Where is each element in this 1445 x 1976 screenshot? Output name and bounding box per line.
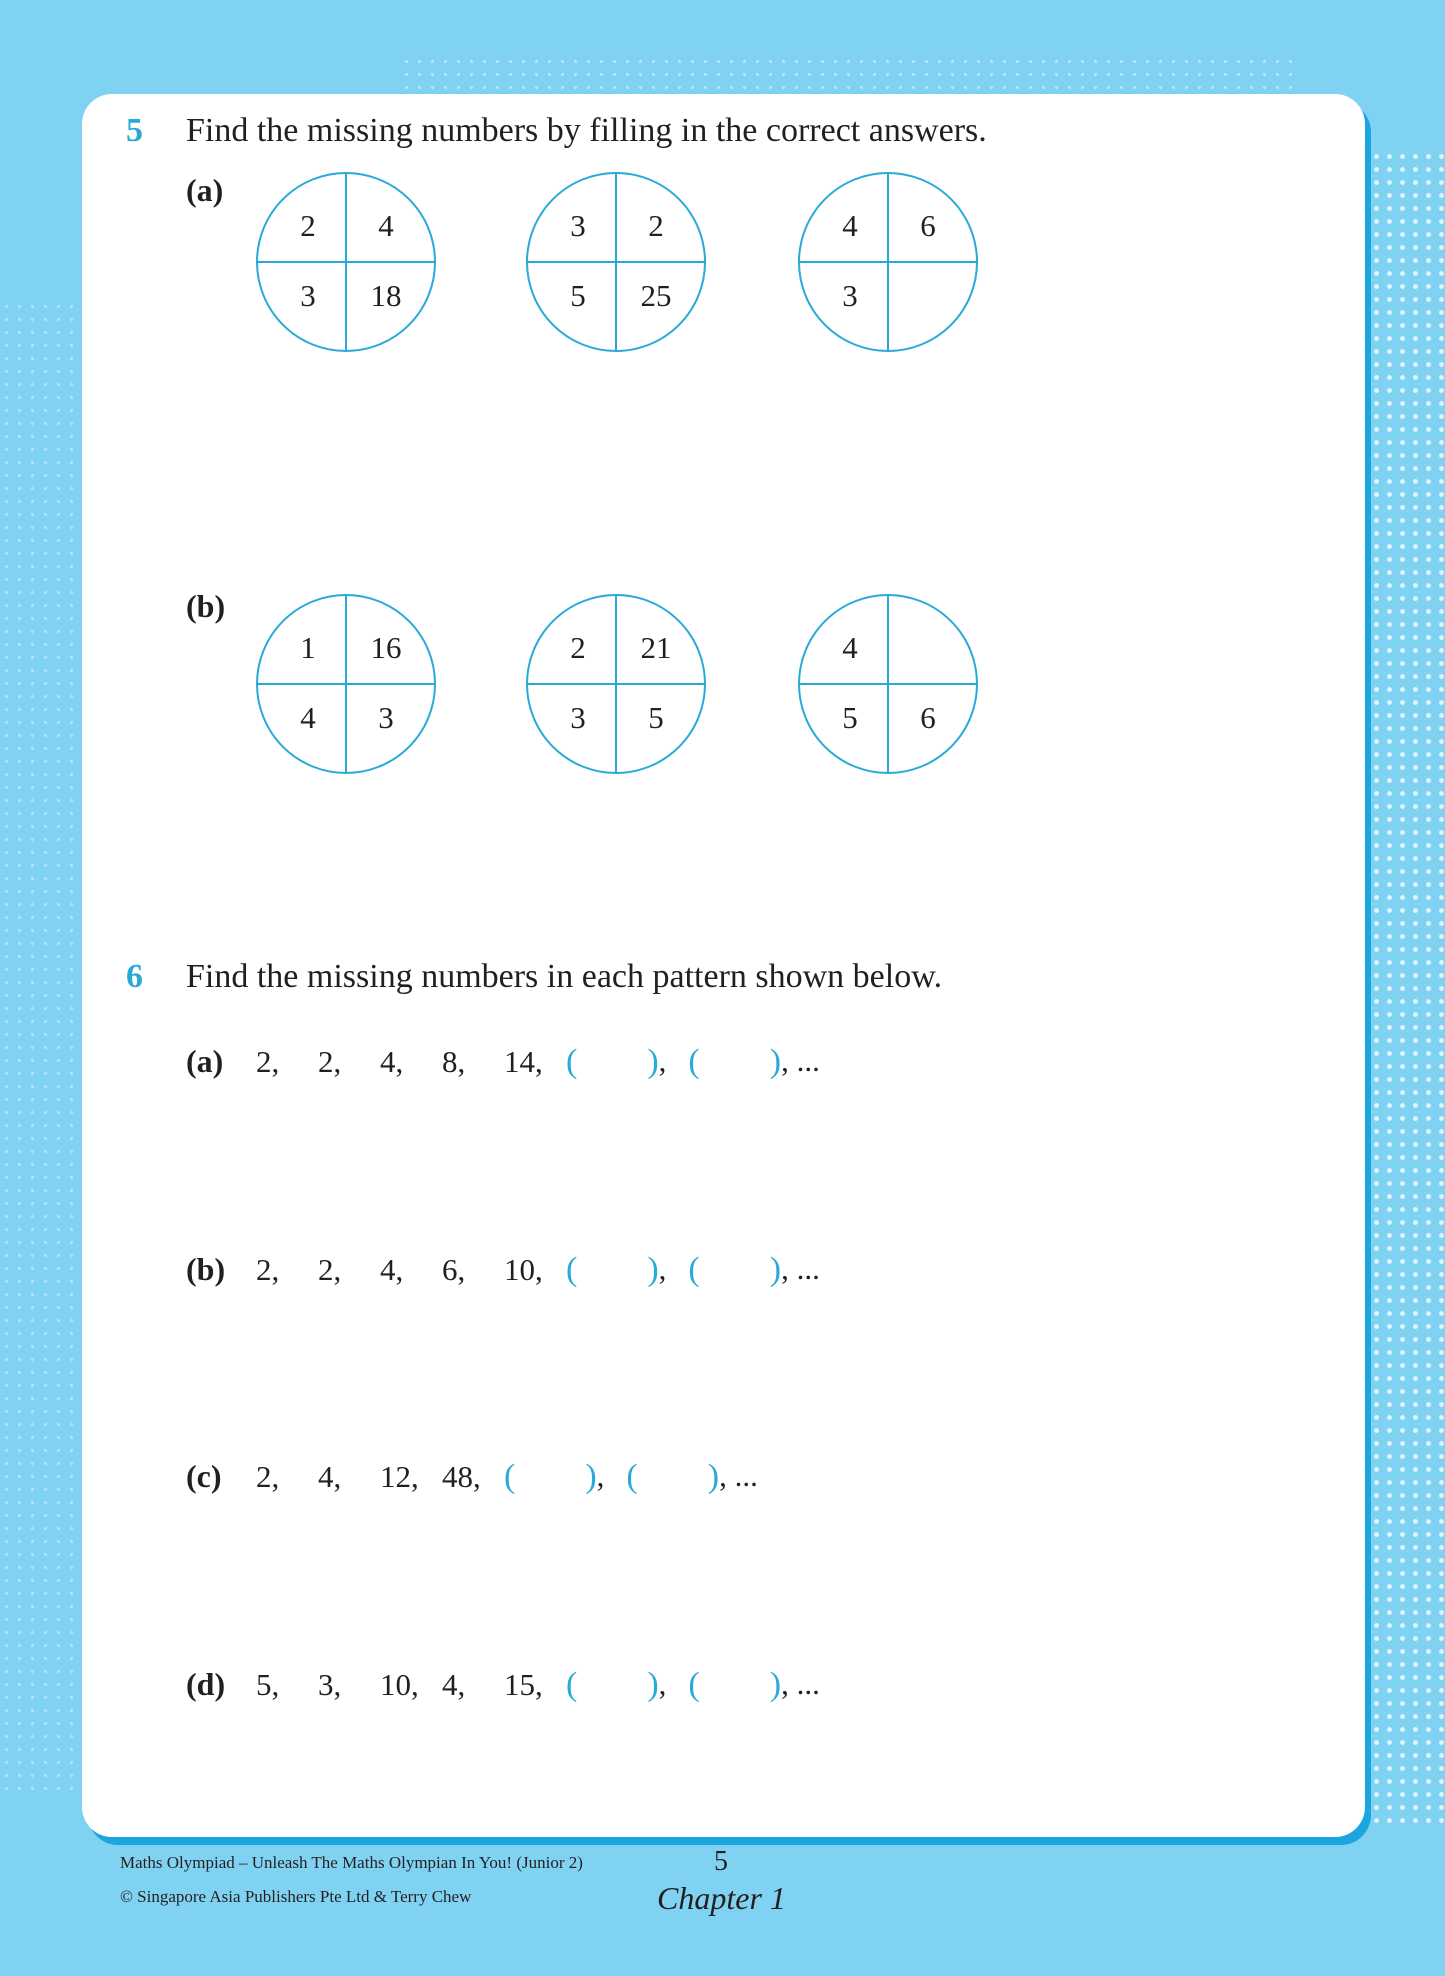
circle-number: 2 <box>300 208 316 243</box>
close-paren: ) <box>769 1666 782 1703</box>
pattern-term: 2, <box>256 1252 280 1287</box>
answer-blank[interactable] <box>504 1458 604 1496</box>
circle-number: 4 <box>842 630 858 665</box>
separator: , <box>658 1043 667 1078</box>
open-paren: ( <box>688 1666 700 1703</box>
circle-number: 5 <box>648 700 664 735</box>
pattern-term: 6, <box>442 1252 466 1287</box>
pattern-term: 4, <box>318 1459 342 1494</box>
pattern-row <box>186 1458 764 1496</box>
circle-number: 1 <box>300 630 316 665</box>
decorative-dots-top <box>400 55 1300 95</box>
circle-number: 16 <box>370 630 402 665</box>
q6-part-label: (c) <box>186 1458 222 1494</box>
close-paren: ) <box>647 1043 659 1080</box>
circle-number: 5 <box>842 700 858 735</box>
question-6-text: Find the missing numbers in each pattern shown below. <box>186 958 943 995</box>
circle-number: 5 <box>570 278 586 313</box>
pattern-term: 2, <box>256 1044 280 1079</box>
number-circle <box>526 594 706 774</box>
circle-number: 21 <box>640 630 672 665</box>
ellipsis: , ... <box>719 1458 758 1493</box>
number-circle <box>256 594 436 774</box>
ellipsis: , ... <box>781 1043 820 1078</box>
open-paren: ( <box>566 1666 578 1703</box>
circle-number: 25 <box>640 278 672 313</box>
open-paren: ( <box>688 1043 700 1080</box>
circle-number: 4 <box>842 208 858 243</box>
footer-book-title: Maths Olympiad – Unleash The Maths Olympian In You! (Junior 2) <box>120 1853 583 1872</box>
answer-space[interactable] <box>700 1043 770 1081</box>
answer-blank[interactable] <box>688 1666 819 1704</box>
circle-number: 3 <box>300 278 316 313</box>
ellipsis: , ... <box>781 1251 820 1286</box>
answer-space[interactable] <box>577 1251 647 1289</box>
answer-space[interactable] <box>577 1666 647 1704</box>
answer-blank[interactable] <box>566 1666 666 1704</box>
pattern-term: 3, <box>318 1667 342 1702</box>
open-paren: ( <box>688 1251 700 1288</box>
pattern-term: 4, <box>442 1667 466 1702</box>
open-paren: ( <box>626 1458 638 1495</box>
page-number: 5 <box>714 1846 728 1877</box>
question-5-number: 5 <box>126 112 143 149</box>
separator: , <box>596 1458 605 1493</box>
ellipsis: , ... <box>781 1666 820 1701</box>
question-6-number: 6 <box>126 958 143 995</box>
pattern-term: 5, <box>256 1667 280 1702</box>
answer-space[interactable] <box>577 1043 647 1081</box>
pattern-row <box>186 1043 826 1081</box>
decorative-dots-left <box>0 300 80 1800</box>
pattern-term: 2, <box>318 1044 342 1079</box>
chapter-label: Chapter 1 <box>657 1880 786 1916</box>
q6-part-label: (d) <box>186 1666 226 1702</box>
circle-number: 6 <box>920 700 936 735</box>
pattern-row <box>186 1251 826 1289</box>
pattern-term: 14, <box>504 1044 543 1079</box>
footer-copyright: © Singapore Asia Publishers Pte Ltd & Terry Chew <box>120 1887 472 1906</box>
circle-number: 3 <box>842 278 858 313</box>
circle-number: 3 <box>570 208 586 243</box>
decorative-dots-right <box>1370 150 1445 1830</box>
pattern-row <box>186 1666 826 1704</box>
answer-space[interactable] <box>515 1458 585 1496</box>
pattern-term: 8, <box>442 1044 466 1079</box>
pattern-term: 4, <box>380 1252 404 1287</box>
number-circle <box>526 172 706 352</box>
circle-number: 18 <box>370 278 402 313</box>
circle-number: 6 <box>920 208 936 243</box>
circle-number: 4 <box>300 700 316 735</box>
q6-part-label: (b) <box>186 1251 226 1287</box>
open-paren: ( <box>566 1043 578 1080</box>
answer-blank[interactable] <box>688 1251 819 1289</box>
open-paren: ( <box>566 1251 578 1288</box>
answer-blank[interactable] <box>626 1458 757 1496</box>
pattern-term: 48, <box>442 1459 481 1494</box>
pattern-term: 15, <box>504 1667 543 1702</box>
answer-blank[interactable] <box>566 1043 666 1081</box>
close-paren: ) <box>647 1251 659 1288</box>
answer-space[interactable] <box>700 1666 770 1704</box>
circle-number: 3 <box>570 700 586 735</box>
separator: , <box>658 1251 667 1286</box>
answer-space[interactable] <box>700 1251 770 1289</box>
number-circle <box>798 594 978 774</box>
answer-space[interactable] <box>638 1458 708 1496</box>
q5-part-label: (b) <box>186 588 226 624</box>
number-circle <box>256 172 436 352</box>
close-paren: ) <box>707 1458 720 1495</box>
separator: , <box>658 1666 667 1701</box>
close-paren: ) <box>769 1043 782 1080</box>
pattern-term: 4, <box>380 1044 404 1079</box>
q5-part-label: (a) <box>186 172 224 208</box>
pattern-term: 2, <box>318 1252 342 1287</box>
open-paren: ( <box>504 1458 516 1495</box>
close-paren: ) <box>647 1666 659 1703</box>
q6-part-label: (a) <box>186 1043 224 1079</box>
pattern-term: 2, <box>256 1459 280 1494</box>
close-paren: ) <box>769 1251 782 1288</box>
number-circle <box>798 172 978 352</box>
circle-number: 4 <box>378 208 394 243</box>
circle-number: 3 <box>378 700 394 735</box>
circle-number: 2 <box>648 208 664 243</box>
circle-number: 2 <box>570 630 586 665</box>
pattern-term: 12, <box>380 1459 419 1494</box>
answer-blank[interactable] <box>566 1251 666 1289</box>
pattern-term: 10, <box>380 1667 419 1702</box>
question-5-text: Find the missing numbers by filling in the correct answers. <box>186 112 987 149</box>
close-paren: ) <box>585 1458 597 1495</box>
answer-blank[interactable] <box>688 1043 819 1081</box>
pattern-term: 10, <box>504 1252 543 1287</box>
